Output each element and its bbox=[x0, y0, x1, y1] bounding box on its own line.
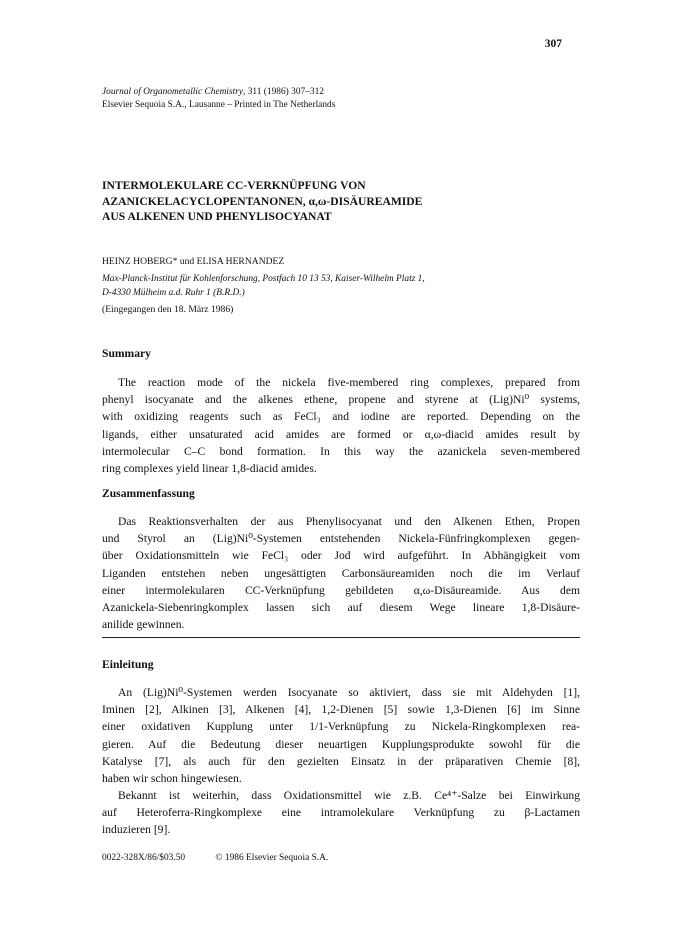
einleitung-heading: Einleitung bbox=[102, 658, 154, 671]
text-line: einer oxidativen Kupplung unter 1/1-Verknüpfung zu Nickela-Ringkomplexen rea- bbox=[102, 720, 580, 734]
journal-citation bbox=[102, 86, 335, 99]
issn-price-code: 0022-328X/86/$03.50 bbox=[102, 853, 186, 863]
einleitung-paragraph-2 bbox=[102, 787, 580, 839]
title-line: AZANICKELACYCLOPENTANONEN, α,ω-DISÄUREAMIDE bbox=[102, 194, 423, 208]
text-line: haben wir schon hingewiesen. bbox=[102, 772, 242, 786]
summary-heading: Summary bbox=[102, 347, 151, 360]
affiliation-line: D-4330 Mülheim a.d. Ruhr 1 (B.R.D.) bbox=[102, 288, 245, 298]
text-line: und Styrol an (Lig)Ni⁰-Systemen entstehenden Nickela-Fünfringkomplexen gegen- bbox=[102, 532, 580, 546]
title-line: INTERMOLEKULARE CC-VERKNÜPFUNG VON bbox=[102, 179, 366, 192]
footer bbox=[102, 853, 356, 863]
text-line: The reaction mode of the nickela five-membered ring complexes, prepared from bbox=[118, 376, 580, 389]
zusammenfassung-heading: Zusammenfassung bbox=[102, 487, 195, 500]
journal-volume: , 311 (1986) 307–312 bbox=[243, 87, 324, 97]
page-number: 307 bbox=[544, 38, 562, 50]
title-line: AUS ALKENEN UND PHENYLISOCYANAT bbox=[102, 210, 332, 223]
text-line: ligands, either unsaturated acid amides are formed or α,ω-diacid amides result by bbox=[102, 427, 580, 441]
text-line: Das Reaktionsverhalten der aus Phenylisocyanat und den Alkenen Ethen, Propen bbox=[118, 515, 580, 528]
text-line: An (Lig)Ni⁰-Systemen werden Isocyanate so aktiviert, dass sie mit Aldehyden [1], bbox=[118, 686, 580, 699]
text-line: Iminen [2], Alkinen [3], Alkenen [4], 1,2-Dienen [5] sowie 1,3-Dienen [6] im Sinne bbox=[102, 703, 580, 717]
text-line: Liganden entstehen neben ungesättigten Carbonsäureamiden noch die im Verlauf bbox=[102, 566, 580, 580]
journal-header bbox=[102, 86, 335, 112]
text-line: einer intermolekularen CC-Verknüpfung gebildeten α,ω-Disäureamide. Aus dem bbox=[102, 583, 580, 597]
einleitung-paragraph-1 bbox=[102, 684, 580, 787]
text-line: ring complexes yield linear 1,8-diacid amides. bbox=[102, 462, 317, 476]
text-line: gieren. Auf die Bedeutung dieser neuartigen Kupplungsprodukte sowohl für die bbox=[102, 737, 580, 751]
authors: HEINZ HOBERG* und ELISA HERNANDEZ bbox=[102, 256, 285, 267]
text-line: über Oxidationsmitteln wie FeCl₃ oder Jod wird aufgeführt. In Abhängigkeit vom bbox=[102, 549, 580, 563]
summary-text bbox=[102, 374, 580, 477]
section-divider bbox=[102, 637, 580, 638]
text-line: Bekannt ist weiterhin, dass Oxidationsmittel wie z.B. Ce⁴⁺-Salze bei Einwirkung bbox=[118, 789, 580, 802]
journal-name: Journal of Organometallic Chemistry bbox=[102, 87, 244, 97]
journal-publisher: Elsevier Sequoia S.A., Lausanne – Printed in The Netherlands bbox=[102, 100, 336, 110]
zusammenfassung-text bbox=[102, 513, 580, 633]
affiliation-line: Max-Planck-Institut für Kohlenforschung, Postfach 10 13 53, Kaiser-Wilhelm Platz 1, bbox=[102, 274, 425, 284]
article-title bbox=[102, 178, 572, 225]
text-line: with oxidizing reagents such as FeCl₃ and iodine are reported. Depending on the bbox=[102, 410, 580, 424]
affiliation bbox=[102, 272, 572, 300]
text-line: auf Heteroferra-Ringkomplexe eine intramolekulare Verknüpfung zu β-Lactamen bbox=[102, 806, 580, 820]
text-line: induzieren [9]. bbox=[102, 823, 171, 837]
text-line: intermolecular C–C bond formation. In this way the azanickela seven-membered bbox=[102, 444, 580, 458]
copyright-notice: © 1986 Elsevier Sequoia S.A. bbox=[215, 853, 329, 863]
received-date: (Eingegangen den 18. März 1986) bbox=[102, 304, 234, 315]
text-line: phenyl isocyanate and the alkenes ethene, propene and styrene at (Lig)Ni⁰ systems, bbox=[102, 393, 580, 407]
text-line: anilide gewinnen. bbox=[102, 618, 185, 632]
text-line: Azanickela-Siebenringkomplex lassen sich auf diesem Wege lineare 1,8-Disäure- bbox=[102, 601, 580, 615]
text-line: Katalyse [7], als auch für den gezielten Einsatz in der präparativen Chemie [8], bbox=[102, 754, 580, 768]
